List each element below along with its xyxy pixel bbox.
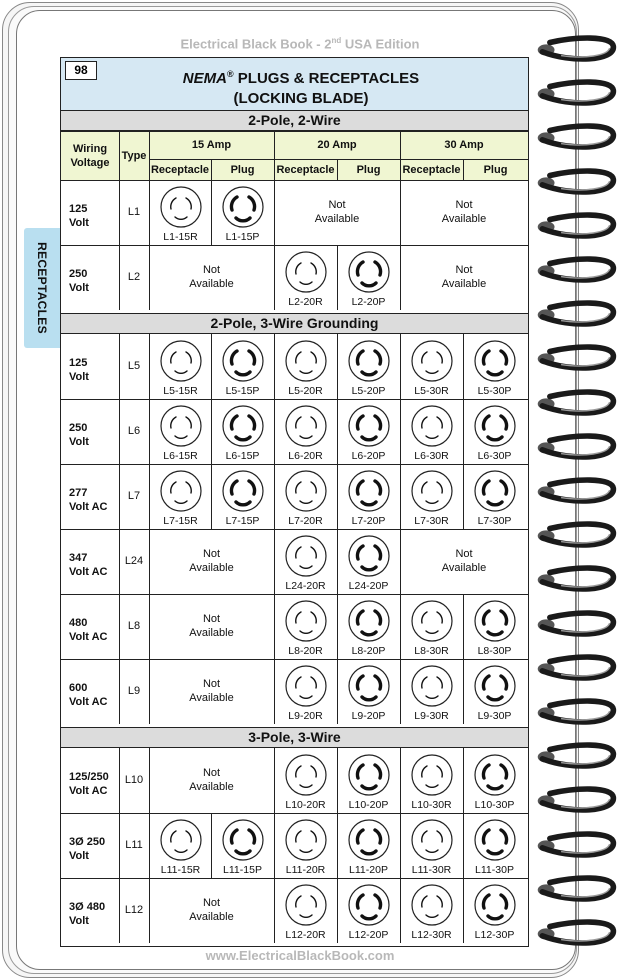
grid-line xyxy=(400,131,401,180)
receptacle-cell xyxy=(400,399,463,464)
plug-cell xyxy=(211,464,274,529)
wiring-voltage-label: 125 Volt xyxy=(69,203,89,229)
connector-label: L6-20R xyxy=(288,450,323,462)
locking-plug-icon xyxy=(221,404,265,448)
receptacle-cell xyxy=(400,813,463,878)
receptacle-cell xyxy=(274,748,337,813)
connector-label: L9-30P xyxy=(477,710,512,722)
title-box xyxy=(61,58,528,111)
nema-table xyxy=(60,57,529,947)
locking-receptacle-icon xyxy=(284,534,328,578)
locking-receptacle-icon xyxy=(159,818,203,862)
not-available-text: Not Available xyxy=(441,199,487,225)
locking-receptacle-icon xyxy=(284,404,328,448)
header-plug: Plug xyxy=(463,159,528,180)
connector-label: L11-20R xyxy=(285,864,326,876)
locking-plug-icon xyxy=(347,250,391,294)
connector-label: L9-30R xyxy=(414,710,449,722)
connector-label: L10-30R xyxy=(411,799,452,811)
spiral-ring xyxy=(530,654,620,682)
connector-label: L10-20R xyxy=(285,799,326,811)
spiral-ring xyxy=(530,433,620,461)
grid-line xyxy=(119,245,120,310)
connector-label: L6-30P xyxy=(477,450,512,462)
locking-receptacle-icon xyxy=(284,339,328,383)
connector-label: L5-20R xyxy=(288,385,323,397)
grid-line xyxy=(119,748,120,813)
locking-plug-icon xyxy=(221,185,265,229)
connector-label: L12-20R xyxy=(285,929,326,941)
section-title: 2-Pole, 3-Wire Grounding xyxy=(61,313,528,334)
locking-receptacle-icon xyxy=(284,753,328,797)
locking-receptacle-icon xyxy=(159,185,203,229)
connector-label: L5-30R xyxy=(414,385,449,397)
plug-cell xyxy=(463,399,526,464)
locking-receptacle-icon xyxy=(410,339,454,383)
locking-receptacle-icon xyxy=(410,664,454,708)
spiral-ring xyxy=(530,212,620,240)
connector-label: L11-20P xyxy=(349,864,388,876)
wiring-voltage-label: 480 Volt AC xyxy=(69,617,108,643)
connector-label: L9-20P xyxy=(351,710,386,722)
locking-receptacle-icon xyxy=(410,753,454,797)
grid-line xyxy=(463,159,464,180)
connector-label: L6-30R xyxy=(414,450,449,462)
plug-cell xyxy=(337,464,400,529)
nema-type-label: L10 xyxy=(124,774,144,786)
locking-plug-icon xyxy=(347,469,391,513)
receptacle-cell xyxy=(400,464,463,529)
grid-line xyxy=(119,878,120,943)
plug-cell xyxy=(337,334,400,399)
spiral-ring xyxy=(530,168,620,196)
wiring-voltage-label: 125 Volt xyxy=(69,357,89,383)
receptacle-cell xyxy=(274,334,337,399)
spiral-ring xyxy=(530,477,620,505)
connector-label: L12-30R xyxy=(411,929,452,941)
wiring-voltage-label: 277 Volt AC xyxy=(69,487,108,513)
plug-cell xyxy=(463,464,526,529)
plug-cell xyxy=(211,399,274,464)
header-30-amp: 30 Amp xyxy=(400,131,528,159)
header-type: Type xyxy=(119,131,149,180)
spiral-ring xyxy=(530,698,620,726)
locking-plug-icon xyxy=(473,753,517,797)
locking-receptacle-icon xyxy=(410,404,454,448)
nema-type-label: L9 xyxy=(127,685,141,697)
connector-label: L9-20R xyxy=(288,710,323,722)
connector-label: L5-20P xyxy=(351,385,386,397)
plug-cell xyxy=(463,659,526,724)
nema-type-label: L12 xyxy=(124,904,144,916)
page-title: NEMA® PLUGS & RECEPTACLES (LOCKING BLADE) xyxy=(182,69,420,107)
receptacle-cell xyxy=(274,245,337,310)
nema-type-label: L8 xyxy=(127,620,141,632)
locking-receptacle-icon xyxy=(284,250,328,294)
nema-type-label: L7 xyxy=(127,490,141,502)
connector-label: L6-15P xyxy=(225,450,260,462)
locking-plug-icon xyxy=(347,883,391,927)
plug-cell xyxy=(337,399,400,464)
locking-plug-icon xyxy=(473,883,517,927)
connector-label: L24-20R xyxy=(285,580,326,592)
grid-line xyxy=(119,594,120,659)
locking-plug-icon xyxy=(347,534,391,578)
plug-cell xyxy=(337,813,400,878)
connector-label: L5-15P xyxy=(225,385,260,397)
connector-label: L8-20P xyxy=(351,645,386,657)
header-receptacle: Receptacle xyxy=(400,159,463,180)
receptacle-cell xyxy=(149,464,212,529)
locking-plug-icon xyxy=(347,339,391,383)
grid-line xyxy=(119,334,120,399)
receptacle-cell xyxy=(400,659,463,724)
spiral-ring xyxy=(530,389,620,417)
not-available-text: Not Available xyxy=(189,678,234,704)
connector-label: L2-20P xyxy=(351,296,386,308)
connector-label: L7-20R xyxy=(288,515,323,527)
locking-plug-icon xyxy=(347,753,391,797)
receptacle-cell xyxy=(400,748,463,813)
locking-receptacle-icon xyxy=(284,883,328,927)
locking-plug-icon xyxy=(347,818,391,862)
locking-plug-icon xyxy=(473,404,517,448)
connector-label: L24-20P xyxy=(348,580,389,592)
locking-plug-icon xyxy=(473,599,517,643)
locking-receptacle-icon xyxy=(284,599,328,643)
connector-label: L11-15R xyxy=(160,864,201,876)
nema-type-label: L5 xyxy=(127,360,141,372)
connector-label: L11-15P xyxy=(223,864,262,876)
plug-cell xyxy=(211,334,274,399)
spiral-ring xyxy=(530,79,620,107)
receptacle-cell xyxy=(274,529,337,594)
wiring-voltage-label: 250 Volt xyxy=(69,268,89,294)
spiral-ring xyxy=(530,786,620,814)
connector-label: L7-20P xyxy=(351,515,386,527)
spiral-ring xyxy=(530,919,620,947)
locking-plug-icon xyxy=(347,404,391,448)
connector-label: L6-20P xyxy=(351,450,386,462)
locking-receptacle-icon xyxy=(284,469,328,513)
connector-label: L11-30R xyxy=(411,864,452,876)
connector-label: L5-30P xyxy=(477,385,512,397)
receptacle-cell xyxy=(274,399,337,464)
connector-label: L7-15R xyxy=(163,515,198,527)
plug-cell xyxy=(463,813,526,878)
plug-cell xyxy=(337,748,400,813)
locking-plug-icon xyxy=(221,818,265,862)
locking-receptacle-icon xyxy=(159,339,203,383)
locking-plug-icon xyxy=(473,818,517,862)
spiral-ring xyxy=(530,344,620,372)
plug-cell xyxy=(211,813,274,878)
nema-type-label: L24 xyxy=(124,555,144,567)
spiral-ring xyxy=(530,300,620,328)
wiring-voltage-label: 3Ø 480 Volt xyxy=(69,901,106,927)
plug-cell xyxy=(463,594,526,659)
not-available-text: Not Available xyxy=(441,264,487,290)
spiral-ring xyxy=(530,610,620,638)
locking-plug-icon xyxy=(473,469,517,513)
receptacle-cell xyxy=(400,594,463,659)
receptacle-cell xyxy=(400,878,463,943)
wiring-voltage-label: 347 Volt AC xyxy=(69,552,108,578)
locking-plug-icon xyxy=(221,339,265,383)
not-available-text: Not Available xyxy=(189,548,234,574)
not-available-text: Not Available xyxy=(189,767,234,793)
not-available-text: Not Available xyxy=(441,548,487,574)
connector-label: L1-15R xyxy=(163,231,198,243)
header-wiring-voltage: Wiring Voltage xyxy=(61,131,119,180)
grid-line xyxy=(61,180,528,181)
locking-plug-icon xyxy=(347,599,391,643)
connector-label: L8-30R xyxy=(414,645,449,657)
nema-type-label: L1 xyxy=(127,206,141,218)
locking-plug-icon xyxy=(473,339,517,383)
connector-label: L10-20P xyxy=(348,799,389,811)
wiring-voltage-label: 600 Volt AC xyxy=(69,682,108,708)
locking-receptacle-icon xyxy=(159,469,203,513)
not-available-text: Not Available xyxy=(189,897,234,923)
receptacle-cell xyxy=(274,659,337,724)
spiral-ring xyxy=(530,875,620,903)
header-15-amp: 15 Amp xyxy=(149,131,274,159)
wiring-voltage-label: 250 Volt xyxy=(69,422,89,448)
grid-line xyxy=(119,659,120,724)
wiring-voltage-label: 125/250 Volt AC xyxy=(69,771,109,797)
footer-url[interactable]: www.ElectricalBlackBook.com xyxy=(205,948,395,963)
not-available-text: Not Available xyxy=(314,199,360,225)
spiral-ring xyxy=(530,521,620,549)
grid-line xyxy=(61,131,528,132)
grid-line xyxy=(337,159,338,180)
wiring-voltage-label: 3Ø 250 Volt xyxy=(69,836,106,862)
grid-line xyxy=(119,180,120,245)
locking-receptacle-icon xyxy=(410,818,454,862)
receptacle-cell xyxy=(274,813,337,878)
header-plug: Plug xyxy=(211,159,274,180)
connector-label: L11-30P xyxy=(475,864,514,876)
grid-line xyxy=(119,529,120,594)
plug-cell xyxy=(337,245,400,310)
plug-cell xyxy=(463,748,526,813)
plug-cell xyxy=(211,180,274,245)
spiral-ring xyxy=(530,123,620,151)
connector-label: L5-15R xyxy=(163,385,198,397)
locking-receptacle-icon xyxy=(284,664,328,708)
book-header: Electrical Black Book - 2nd USA Edition xyxy=(180,36,420,52)
receptacle-cell xyxy=(400,334,463,399)
connector-label: L7-30R xyxy=(414,515,449,527)
plug-cell xyxy=(463,878,526,943)
receptacle-cell xyxy=(149,180,212,245)
plug-cell xyxy=(337,878,400,943)
grid-line xyxy=(119,131,120,180)
receptacle-cell xyxy=(274,878,337,943)
section-tab-receptacles[interactable]: RECEPTACLES xyxy=(24,228,60,348)
grid-line xyxy=(119,464,120,529)
grid-line xyxy=(119,399,120,464)
connector-label: L12-20P xyxy=(348,929,389,941)
header-20-amp: 20 Amp xyxy=(274,131,400,159)
connector-label: L8-30P xyxy=(477,645,512,657)
spiral-ring xyxy=(530,831,620,859)
plug-cell xyxy=(463,334,526,399)
connector-label: L6-15R xyxy=(163,450,198,462)
section-title: 3-Pole, 3-Wire xyxy=(61,727,528,748)
locking-receptacle-icon xyxy=(410,469,454,513)
spiral-ring xyxy=(530,565,620,593)
receptacle-cell xyxy=(274,464,337,529)
header-receptacle: Receptacle xyxy=(274,159,337,180)
grid-line xyxy=(211,159,212,180)
connector-label: L7-15P xyxy=(225,515,260,527)
plug-cell xyxy=(337,529,400,594)
grid-line xyxy=(149,159,528,160)
header-plug: Plug xyxy=(337,159,400,180)
connector-label: L10-30P xyxy=(474,799,515,811)
receptacle-cell xyxy=(149,399,212,464)
nema-type-label: L2 xyxy=(127,271,141,283)
receptacle-cell xyxy=(149,334,212,399)
nema-type-label: L11 xyxy=(125,839,143,851)
locking-plug-icon xyxy=(473,664,517,708)
locking-receptacle-icon xyxy=(410,599,454,643)
header-receptacle: Receptacle xyxy=(149,159,211,180)
not-available-text: Not Available xyxy=(189,264,234,290)
receptacle-cell xyxy=(149,813,212,878)
section-title: 2-Pole, 2-Wire xyxy=(61,110,528,131)
connector-label: L2-20R xyxy=(288,296,323,308)
locking-plug-icon xyxy=(347,664,391,708)
not-available-text: Not Available xyxy=(189,613,234,639)
grid-line xyxy=(149,131,150,180)
plug-cell xyxy=(337,659,400,724)
page-number: 98 xyxy=(65,61,97,80)
grid-line xyxy=(119,813,120,878)
nema-type-label: L6 xyxy=(127,425,141,437)
locking-receptacle-icon xyxy=(159,404,203,448)
plug-cell xyxy=(337,594,400,659)
spiral-ring xyxy=(530,35,620,63)
connector-label: L8-20R xyxy=(288,645,323,657)
locking-receptacle-icon xyxy=(410,883,454,927)
receptacle-cell xyxy=(274,594,337,659)
locking-receptacle-icon xyxy=(284,818,328,862)
locking-plug-icon xyxy=(221,469,265,513)
spiral-ring xyxy=(530,256,620,284)
spiral-ring xyxy=(530,742,620,770)
grid-line xyxy=(274,131,275,180)
connector-label: L12-30P xyxy=(474,929,515,941)
connector-label: L1-15P xyxy=(225,231,260,243)
connector-label: L7-30P xyxy=(477,515,512,527)
